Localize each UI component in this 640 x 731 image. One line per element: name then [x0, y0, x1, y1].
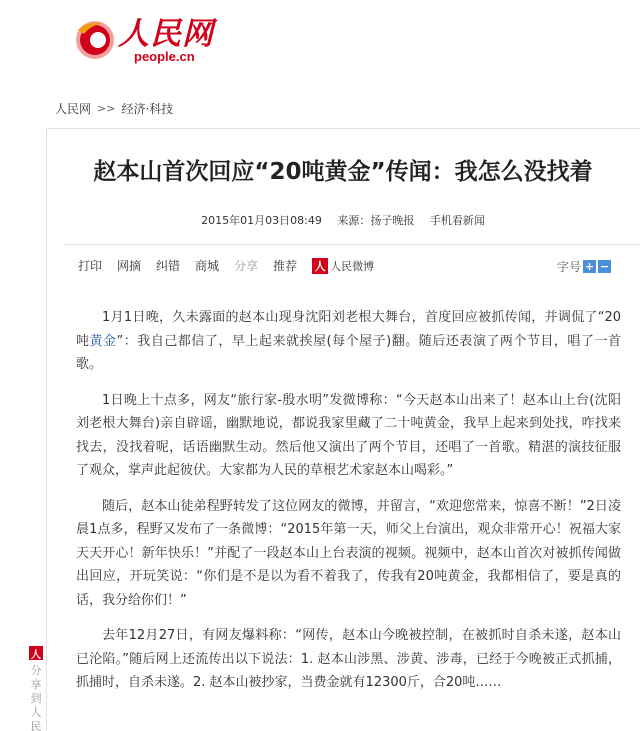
article-date: 2015年01月03日08:49	[201, 214, 322, 227]
font-size-control	[557, 258, 611, 275]
paragraph: 1月1日晚，久未露面的赵本山现身沈阳刘老根大舞台，首度回应被抓传闻，并调侃了“20吨黄金”：我自己都信了，早上起来就挨屋(每个屋子)翻。随后还表演了两个节目，唱了一首歌。	[76, 310, 621, 372]
article-source[interactable]: 来源：扬子晚报	[337, 214, 415, 227]
paragraph: 1日晚上十点多，网友“旅行家-殷水明”发微博称：“今天赵本山出来了！赵本山上台(沈阳刘老根大舞台)亲自辟谣，幽默地说，都说我家里藏了二十吨黄金，我早上起来到处找，咋找来找去，没找着呢，话语幽默生动。然后他又演出了两个节目，还唱了一首歌。精湛的演技征服了观众，掌声此起彼伏。大家都为人民的草根艺术家赵本山喝彩。”	[76, 392, 621, 478]
divider	[64, 244, 640, 245]
breadcrumb-section-link[interactable]: 经济·科技	[121, 102, 174, 116]
people-logo-icon	[74, 18, 116, 60]
article-toolbar	[78, 257, 374, 274]
logo-text-cn: 人民网	[118, 16, 214, 52]
paragraph: 随后，赵本山徒弟程野转发了这位网友的微博，并留言，“欢迎您常来，惊喜不断！”2日凌晨1点多，程野又发布了一条微博：“2015年第一天，师父上台演出，观众非常开心！祝福大家天天开心！新年快乐！”并配了一段赵本山上台表演的视频。视频中，赵本山首次对被抓传闻做出回应，开玩笑说：“你们是不是以为看不着我了，传我有20吨黄金，我都相信了，要是真的话，我分给你们！”	[76, 498, 621, 608]
side-share-widget[interactable]	[28, 646, 44, 731]
weibo-label: 人民微博	[330, 259, 375, 273]
share-button[interactable]: 分享	[234, 259, 259, 273]
print-button[interactable]: 打印	[78, 259, 103, 273]
correct-button[interactable]: 纠错	[156, 259, 181, 273]
weibo-icon: 人	[312, 258, 328, 274]
site-logo[interactable]	[74, 14, 224, 66]
breadcrumb-separator: >>	[97, 102, 116, 115]
mobile-news-link[interactable]: 手机看新闻	[429, 214, 485, 227]
mall-button[interactable]: 商城	[195, 259, 220, 273]
font-size-label: 字号	[557, 260, 582, 274]
recommend-button[interactable]: 推荐	[273, 259, 298, 273]
article-meta	[46, 212, 640, 228]
gold-keyword-link[interactable]: 黄金	[89, 333, 117, 349]
logo-text-en: people.cn	[134, 49, 195, 64]
breadcrumb	[55, 100, 173, 117]
people-share-icon: 人	[29, 646, 43, 660]
weibo-share-button[interactable]	[312, 258, 374, 274]
excerpt-button[interactable]: 网摘	[117, 259, 142, 273]
font-decrease-button[interactable]: −	[599, 260, 610, 273]
article-body	[76, 306, 621, 707]
article-title: 赵本山首次回应“20吨黄金”传闻：我怎么没找着	[93, 159, 593, 185]
side-share-label: 分享到人民	[30, 664, 42, 731]
font-increase-button[interactable]: +	[584, 260, 595, 273]
paragraph: 去年12月27日，有网友爆料称：“网传，赵本山今晚被控制，在被抓时自杀未遂，赵本山已沦陷。”随后网上还流传出以下说法：1. 赵本山涉黑、涉黄、涉毒，已经于今晚被正式抓捕，抓捕时，自杀未遂。2. 赵本山被抄家，当费金就有12300斤，合20吨……	[76, 628, 621, 690]
breadcrumb-home-link[interactable]: 人民网	[55, 102, 92, 116]
